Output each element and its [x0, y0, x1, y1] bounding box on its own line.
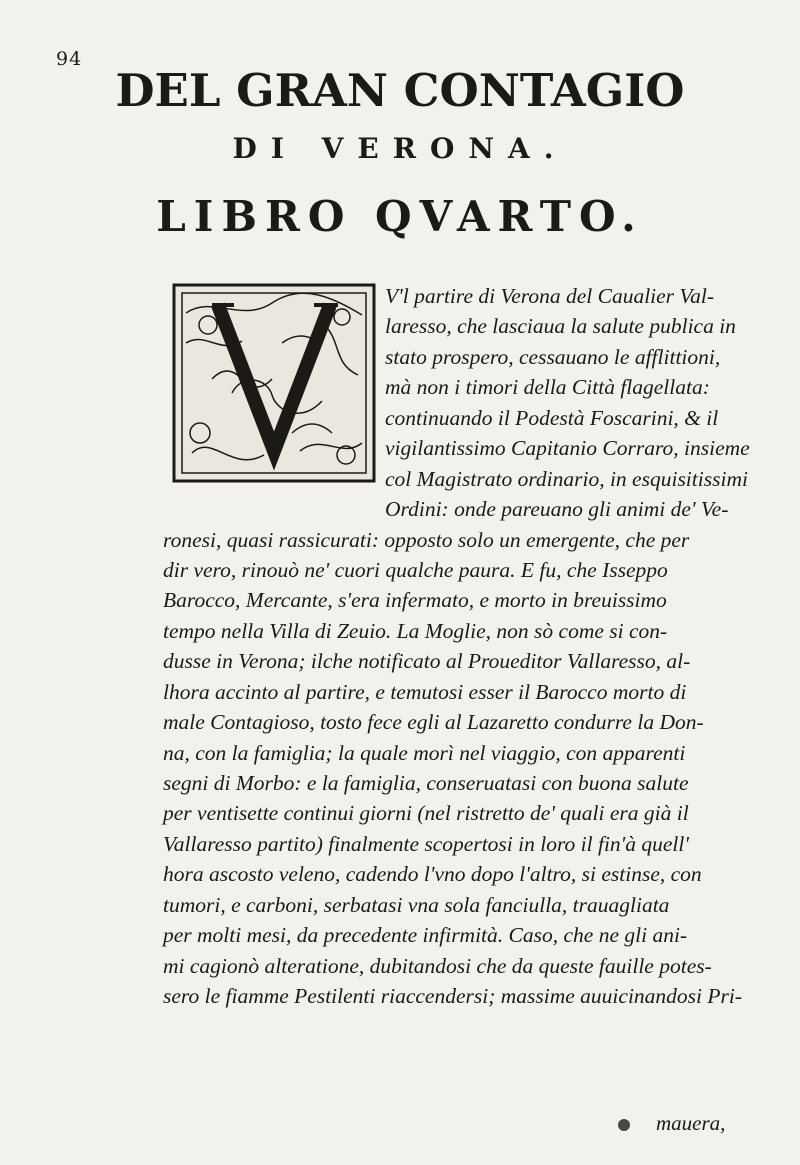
text-line: tumori, e carboni, serbatasi vna sola fanciulla, trauagliata [163, 892, 670, 917]
text-line: per ventisette continui giorni (nel ristretto de' quali era già il [163, 801, 689, 826]
page-number: 94 [56, 48, 83, 70]
text-line: hora ascosto veleno, cadendo l'vno dopo l'altro, si estinse, con [163, 862, 702, 887]
text-line: mi cagionò alteratione, dubitandosi che da queste fauille potes- [163, 953, 712, 978]
text-line: Ordini: onde pareuano gli animi de' Ve- [385, 497, 729, 522]
text-line: per molti mesi, da precedente infirmità. Caso, che ne gli ani- [163, 923, 688, 948]
text-line: Barocco, Mercante, s'era infermato, e morto in breuissimo [163, 588, 667, 613]
text-line: tempo nella Villa di Zeuio. La Moglie, non sò come si con- [163, 618, 668, 643]
text-line: laresso, che lasciaua la salute publica in [385, 314, 736, 339]
text-line: segni di Morbo: e la famiglia, conseruatasi con buona salute [163, 771, 689, 795]
text-line: V'l partire di Verona del Caualier Val- [385, 284, 715, 308]
text-line: vigilantissimo Capitanio Corraro, insieme [385, 436, 750, 461]
text-line: sero le fiamme Pestilenti riaccendersi; massime auuicinandosi Pri- [163, 984, 743, 1009]
text-line: col Magistrato ordinario, in esquisitissimi [385, 466, 748, 491]
printer-ornament-icon [616, 1117, 632, 1133]
text-line: dir vero, rinouò ne' cuori qualche paura. E fu, che Isseppo [163, 557, 668, 582]
text-line: lhora accinto al partire, e temutosi esser il Barocco morto di [163, 679, 687, 704]
text-line: dusse in Verona; ilche notificato al Proueditor Vallaresso, al- [163, 649, 691, 674]
text-line: na, con la famiglia; la quale morì nel viaggio, con apparenti [163, 740, 686, 765]
text-line: continuando il Podestà Foscarini, & il [385, 405, 719, 430]
text-line: Vallaresso partito) finalmente scopertosi in loro il fin'à quell' [163, 831, 689, 856]
text-line: male Contagioso, tosto fece egli al Lazaretto condurre la Don- [163, 710, 704, 735]
catchword: mauera, [656, 1111, 726, 1135]
text-line: ronesi, quasi rassicurati: opposto solo un emergente, che per [163, 527, 690, 552]
text-line: stato prospero, cessauano le afflittioni, [385, 344, 721, 369]
book-title: LIBRO QVARTO. [156, 192, 644, 241]
page-subtitle: DI VERONA. [232, 132, 568, 165]
text-line: mà non i timori della Città flagellata: [385, 375, 710, 400]
body-text [163, 281, 773, 1012]
page-title: DEL GRAN CONTAGIO [115, 64, 685, 117]
